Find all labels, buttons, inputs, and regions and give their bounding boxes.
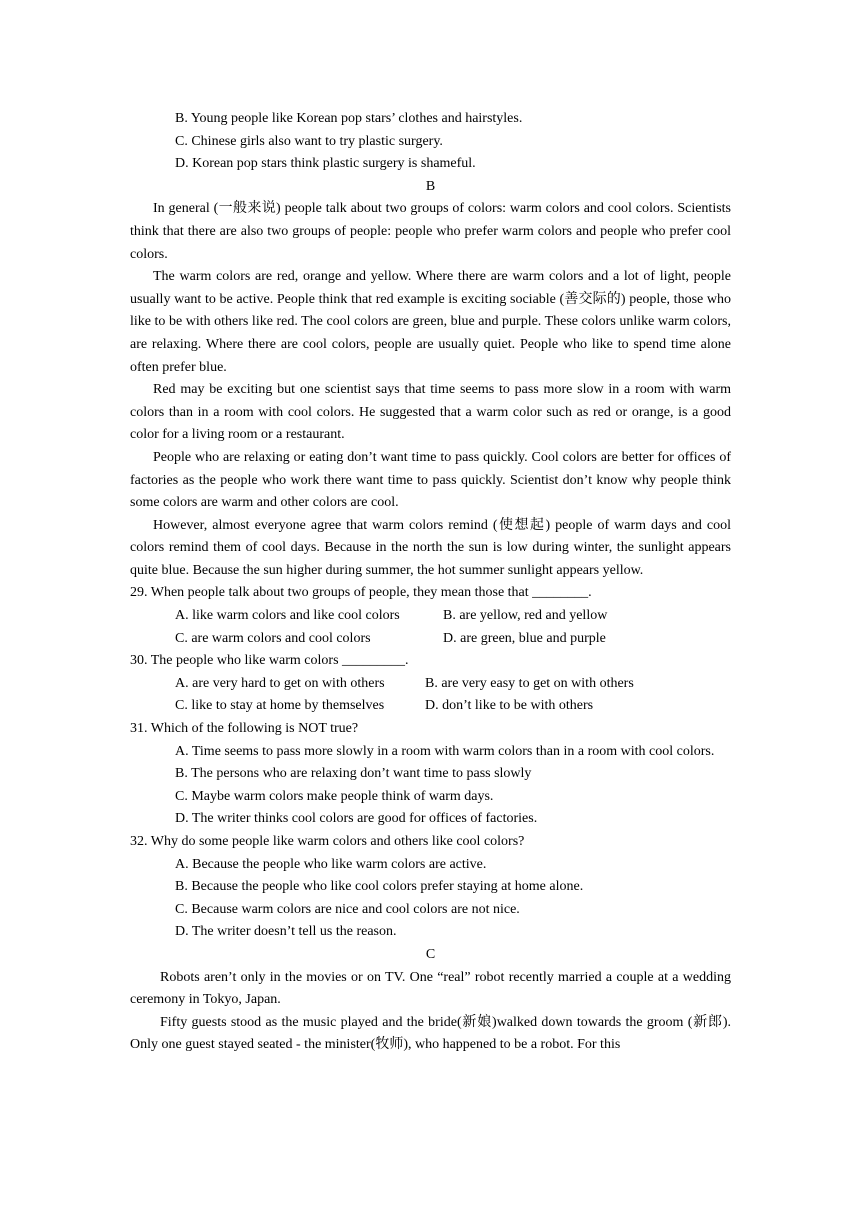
option-d: D. don’t like to be with others xyxy=(425,698,594,714)
paragraph: People who are relaxing or eating don’t want time to pass quickly. Cool colors are better for offices of factories as the people who work there want time to pass quickly. Scientist don’t know why people think some colors are warm and other colors are cool. xyxy=(130,449,731,511)
question-stem: 31. Which of the following is NOT true? xyxy=(130,721,359,737)
option-row xyxy=(130,628,731,651)
passage-heading: B xyxy=(425,178,436,194)
option-a: A. are very hard to get on with others xyxy=(175,675,385,691)
option-b: B. are yellow, red and yellow xyxy=(443,608,608,624)
option-d: D. The writer thinks cool colors are good for offices of factories. xyxy=(175,811,538,827)
option-a: A. like warm colors and like cool colors xyxy=(175,608,400,624)
question-31 xyxy=(130,718,731,831)
option-b: B. The persons who are relaxing don’t want time to pass slowly xyxy=(175,766,532,782)
passage-a-options xyxy=(130,108,731,176)
option-c: C. like to stay at home by themselves xyxy=(175,698,385,714)
option-a: A. Time seems to pass more slowly in a room with warm colors than in a room with cool colors. xyxy=(175,743,715,759)
passage-heading: C xyxy=(425,946,436,962)
option-d: D. The writer doesn’t tell us the reason. xyxy=(175,924,397,940)
paragraph: The warm colors are red, orange and yellow. Where there are warm colors and a lot of light, people usually want to be active. People think that red example is exciting sociable (善交际的) people, those who like to be with others like red. The cool colors are green, blue and purple. These colors unlike warm colors, are relaxing. Where there are cool colors, people are usually quiet. People who like to spend time alone often prefer blue. xyxy=(130,269,731,375)
option-c: C. are warm colors and cool colors xyxy=(175,630,371,646)
question-32 xyxy=(130,831,731,944)
option-c: C. Chinese girls also want to try plastic surgery. xyxy=(175,133,443,149)
passage-b xyxy=(130,176,731,944)
paragraph: However, almost everyone agree that warm colors remind (使想起) people of warm days and cool colors remind them of cool days. Because in the north the sun is low during winter, the sunlight appears quite blue. Because the sun higher during summer, the hot summer sunlight appears yellow. xyxy=(130,517,731,578)
option-b: B. Young people like Korean pop stars’ clothes and hairstyles. xyxy=(175,111,523,126)
option-c: C. Because warm colors are nice and cool colors are not nice. xyxy=(175,901,520,917)
question-30 xyxy=(130,650,731,718)
option-c: C. Maybe warm colors make people think of warm days. xyxy=(175,788,494,804)
option-d: D. Korean pop stars think plastic surgery is shameful. xyxy=(175,156,476,172)
option-row xyxy=(130,695,731,718)
question-29 xyxy=(130,582,731,650)
option-b: B. are very easy to get on with others xyxy=(425,675,634,691)
question-stem: 32. Why do some people like warm colors and others like cool colors? xyxy=(130,834,525,849)
question-stem: 29. When people talk about two groups of people, they mean those that ________. xyxy=(130,585,592,601)
option-a: A. Because the people who like warm colors are active. xyxy=(175,856,487,872)
paragraph: Fifty guests stood as the music played and the bride(新娘)walked down towards the groom (新郎). Only one guest stayed seated - the minister(牧师), who happened to be a robot. For this xyxy=(130,1014,731,1053)
option-row xyxy=(130,673,731,696)
paragraph: Robots aren’t only in the movies or on TV. One “real” robot recently married a couple at a wedding ceremony in Tokyo, Japan. xyxy=(130,969,731,1008)
paragraph: Red may be exciting but one scientist says that time seems to pass more slow in a room with warm colors than in a room with cool colors. He suggested that a warm color such as red or orange, is a good color for a living room or a restaurant. xyxy=(130,382,731,443)
option-b: B. Because the people who like cool colors prefer staying at home alone. xyxy=(175,879,584,895)
question-stem: 30. The people who like warm colors _________. xyxy=(130,653,409,669)
passage-c xyxy=(130,944,731,1057)
paragraph: In general (一般来说) people talk about two groups of colors: warm colors and cool colors. Scientists think that there are also two groups of people: people who prefer warm colors and people who prefer cool colors. xyxy=(130,201,731,262)
option-row xyxy=(130,605,731,628)
option-d: D. are green, blue and purple xyxy=(443,630,606,646)
page-content xyxy=(130,108,731,1057)
